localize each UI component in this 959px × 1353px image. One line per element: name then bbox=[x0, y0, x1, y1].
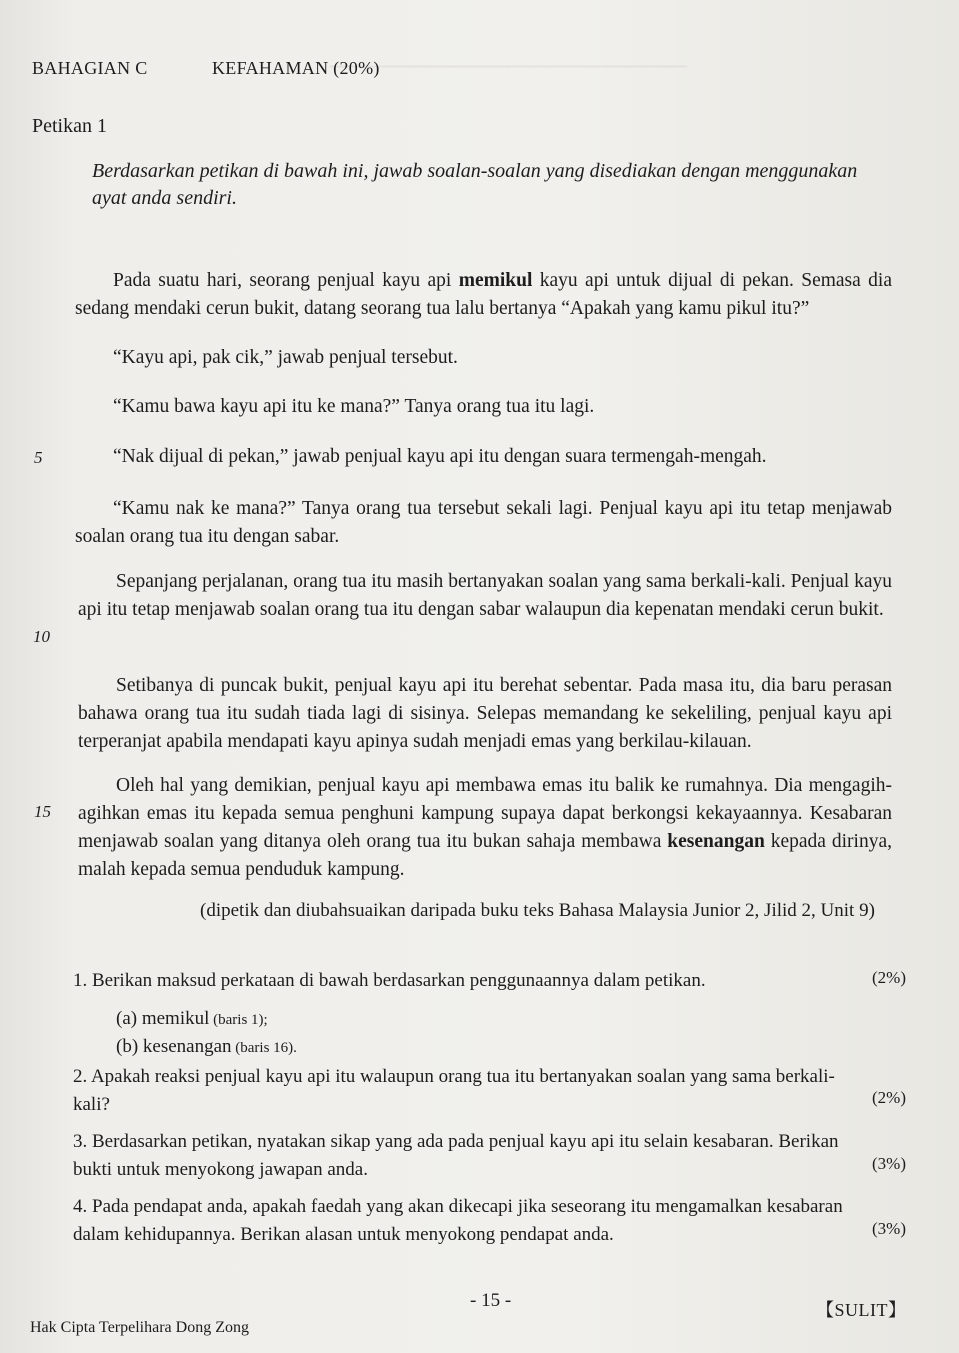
section-title: KEFAHAMAN (20%) bbox=[212, 58, 380, 78]
paragraph-8-text-b: kepada dirinya, malah kepada semua penduduk kampung. bbox=[78, 831, 892, 880]
paragraph-8-text-a: Oleh hal yang demikian, penjual kayu api membawa emas itu balik ke rumahnya. Dia mengagih-agihkan emas itu kepada semua penghuni kampung supaya dapat berkongsi kekayaannya. Kesabaran menjawab soalan yang ditanya oleh orang tua itu bukan sahaja membawa bbox=[78, 775, 892, 852]
paragraph-8 bbox=[78, 772, 892, 884]
classification-label: 【SULIT】 bbox=[816, 1300, 907, 1320]
paragraph-1-text-b: kayu api untuk dijual di pekan. Semasa dia sedang mendaki cerun bukit, datang seorang tua lalu bertanya “Apakah yang kamu pikul itu?” bbox=[75, 270, 893, 319]
paragraph-6: Sepanjang perjalanan, orang tua itu masih bertanyakan soalan yang sama berkali-kali. Penjual kayu api itu tetap menjawab soalan orang tua itu dengan sabar walaupun dia kepenatan mendaki cerun bukit. bbox=[78, 571, 892, 620]
paragraph-1 bbox=[75, 267, 892, 323]
question-1a-ref: (baris 1); bbox=[209, 1012, 268, 1028]
question-1-mark: (2%) bbox=[872, 968, 906, 987]
question-1b bbox=[116, 1036, 297, 1058]
question-2: 2. Apakah reaksi penjual kayu api itu walaupun orang tua itu bertanyakan soalan yang sama berkali-kali? bbox=[73, 1066, 835, 1115]
question-1b-ref: (baris 16). bbox=[231, 1040, 297, 1056]
question-1a-word: (a) memikul bbox=[116, 1008, 210, 1029]
page-number: - 15 - bbox=[470, 1290, 512, 1311]
paragraph-5: “Kamu nak ke mana?” Tanya orang tua tersebut sekali lagi. Penjual kayu api itu tetap menjawab soalan orang tua itu dengan sabar. bbox=[75, 498, 892, 547]
question-1: 1. Berikan maksud perkataan di bawah berdasarkan penggunaannya dalam petikan. bbox=[73, 970, 706, 991]
paragraph-3: “Kamu bawa kayu api itu ke mana?” Tanya orang tua itu lagi. bbox=[113, 396, 595, 417]
question-2-mark: (2%) bbox=[872, 1088, 906, 1107]
keyword-memikul: memikul bbox=[458, 270, 533, 291]
question-3: 3. Berdasarkan petikan, nyatakan sikap yang ada pada penjual kayu api itu selain kesabaran. Berikan bukti untuk menyokong jawapan anda. bbox=[73, 1131, 839, 1180]
line-number-15: 15 bbox=[34, 802, 51, 821]
paragraph-7: Setibanya di puncak bukit, penjual kayu api itu berehat sebentar. Pada masa itu, dia baru perasan bahawa orang tua itu sudah tiada lagi di sisinya. Selepas memandang ke sekeliling, penjual kayu api terperanjat apabila mendapati kayu apinya sudah menjadi emas yang berkilau-kilauan. bbox=[78, 675, 892, 752]
paragraph-4: “Nak dijual di pekan,” jawab penjual kayu api itu dengan suara termengah-mengah. bbox=[113, 446, 767, 467]
line-number-10: 10 bbox=[33, 627, 50, 646]
section-label: BAHAGIAN C bbox=[32, 58, 148, 78]
instruction-text: Berdasarkan petikan di bawah ini, jawab soalan-soalan yang disediakan dengan menggunakan ayat anda sendiri. bbox=[92, 160, 858, 209]
copyright-notice: Hak Cipta Terpelihara Dong Zong bbox=[30, 1319, 249, 1336]
paragraph-2: “Kayu api, pak cik,” jawab penjual tersebut. bbox=[113, 347, 458, 368]
question-3-mark: (3%) bbox=[872, 1154, 906, 1173]
keyword-kesenangan: kesenangan bbox=[667, 831, 765, 852]
source-citation: (dipetik dan diubahsuaikan daripada buku teks Bahasa Malaysia Junior 2, Jilid 2, Unit 9) bbox=[200, 900, 875, 921]
line-number-5: 5 bbox=[34, 448, 43, 467]
paragraph-1-text-a: Pada suatu hari, seorang penjual kayu api bbox=[113, 270, 459, 291]
question-4: 4. Pada pendapat anda, apakah faedah yang akan dikecapi jika seseorang itu mengamalkan kesabaran dalam kehidupannya. Berikan alasan untuk menyokong pendapat anda. bbox=[73, 1196, 843, 1245]
question-1b-word: (b) kesenangan bbox=[116, 1036, 232, 1057]
question-1a bbox=[116, 1008, 268, 1030]
passage-title: Petikan 1 bbox=[32, 115, 107, 137]
bleed-through: ────────────────── bbox=[330, 50, 688, 81]
question-4-mark: (3%) bbox=[872, 1219, 906, 1238]
